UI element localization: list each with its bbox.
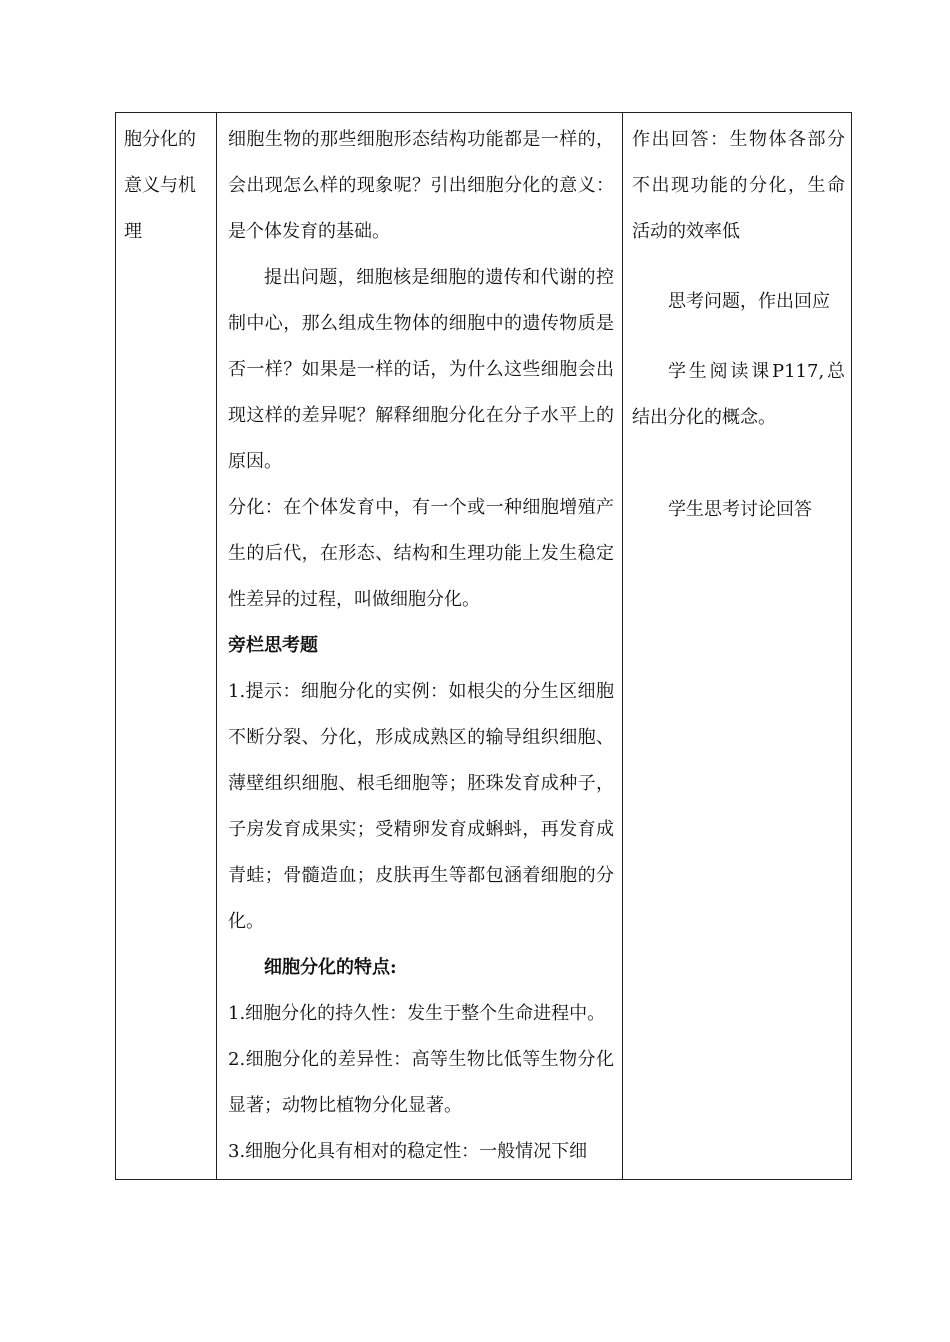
- lesson-table: [115, 112, 852, 1180]
- student-activity-cell: [622, 113, 853, 1179]
- feature-item: 2.细胞分化的差异性：高等生物比低等生物分化显著；动物比植物分化显著。: [228, 1049, 614, 1116]
- hint-paragraph: 1.提示：细胞分化的实例：如根尖的分生区细胞不断分裂、分化，形成成熟区的输导组织细胞、薄壁组织细胞、根毛细胞等；胚珠发育成种子，子房发育成果实；受精卵发育成蝌蚪，再发育成青蛙；骨髓造血；皮肤再生等都包涵着细胞的分化。: [228, 681, 614, 932]
- answer-paragraph: 作出回答：生物体各部分不出现功能的分化，生命活动的效率低: [632, 129, 845, 242]
- intro-paragraph: 细胞生物的那些细胞形态结构功能都是一样的，会出现怎么样的现象呢？引出细胞分化的意义：是个体发育的基础。: [228, 129, 614, 242]
- sidebar-title: 旁栏思考题: [228, 635, 318, 656]
- topic-line: 胞分化的: [124, 129, 196, 150]
- topic-cell: [116, 113, 216, 1179]
- definition-paragraph: 分化：在个体发育中，有一个或一种细胞增殖产生的后代，在形态、结构和生理功能上发生稳定性差异的过程，叫做细胞分化。: [228, 497, 614, 610]
- features-title: 细胞分化的特点:: [264, 957, 397, 978]
- think-paragraph: 思考问题，作出回应: [668, 291, 830, 312]
- feature-item: 3.细胞分化具有相对的稳定性：一般情况下细: [228, 1141, 588, 1162]
- feature-item: 1.细胞分化的持久性：发生于整个生命进程中。: [228, 1003, 606, 1024]
- teacher-activity-cell: [216, 113, 622, 1179]
- discuss-paragraph: 学生思考讨论回答: [668, 499, 812, 520]
- topic-line: 意义与机: [124, 175, 196, 196]
- topic-line: 理: [124, 221, 142, 242]
- question-paragraph: 提出问题，细胞核是细胞的遗传和代谢的控制中心，那么组成生物体的细胞中的遗传物质是否一样？如果是一样的话，为什么这些细胞会出现这样的差异呢？解释细胞分化在分子水平上的原因。: [228, 267, 614, 472]
- read-paragraph: 学生阅读课P117,总结出分化的概念。: [632, 361, 845, 428]
